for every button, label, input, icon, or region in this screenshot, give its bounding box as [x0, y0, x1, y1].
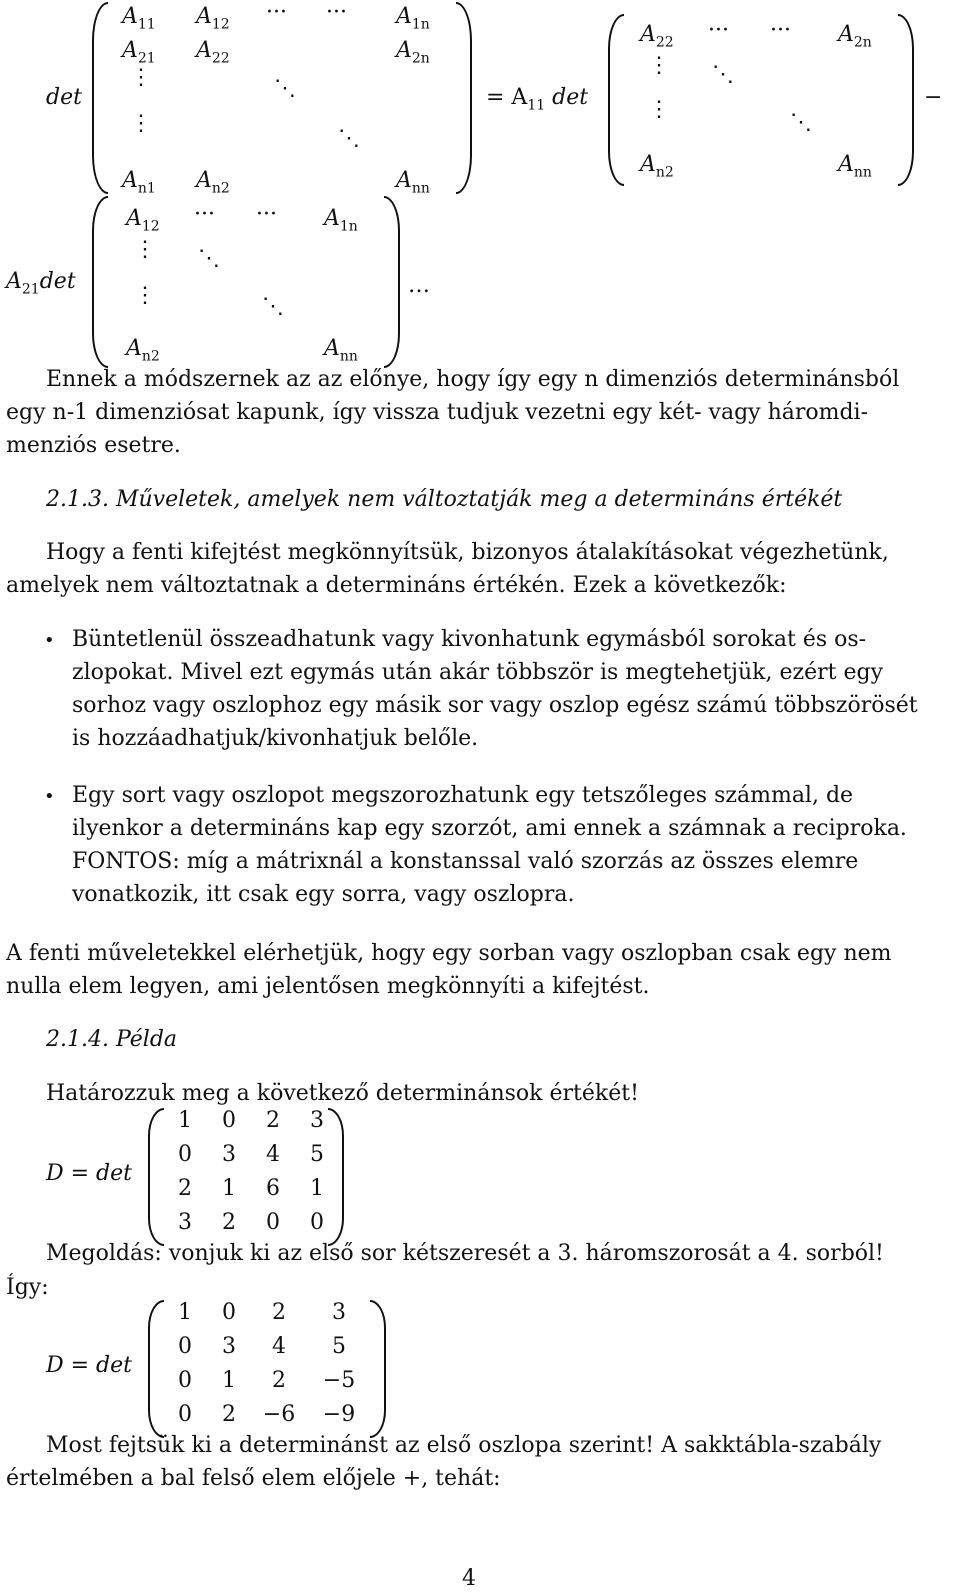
- matrix-a-cell: 2: [222, 1210, 236, 1235]
- matrix-b-cell: 4: [272, 1334, 286, 1359]
- matrix-a-cell: 0: [266, 1210, 280, 1235]
- matrix3-cell: $A_{12}$: [126, 206, 160, 235]
- matrix-a-cell: 2: [266, 1108, 280, 1133]
- matrix1-cell: $A_{n2}$: [196, 168, 230, 197]
- bullet1-line: sorhoz vagy oszlophoz egy másik sor vagy oszlop egész számú többszörösét: [72, 693, 918, 718]
- trailing-dots: …: [408, 273, 430, 298]
- d-label: D = det: [46, 1161, 133, 1186]
- matrix2-cdots: ···: [708, 18, 729, 43]
- para4-line: Most fejtsük ki a determinánst az első oszlopa szerint! A sakktábla-szabály: [46, 1433, 882, 1458]
- matrix-b-cell: 0: [222, 1300, 236, 1325]
- bullet2-line: vonatkozik, itt csak egy sorra, vagy oszlopra.: [72, 882, 575, 907]
- matrix2-cell: $A_{22}$: [640, 22, 674, 51]
- matrix1-cell: $A_{1n}$: [396, 4, 430, 33]
- bullet2-line: FONTOS: míg a mátrixnál a konstanssal való szorzás az összes elemre: [72, 849, 859, 874]
- matrix2-vdots: ⋮: [648, 53, 670, 78]
- second-term: $A_{21}\det$: [6, 269, 76, 298]
- matrix-a-cell: 6: [266, 1176, 280, 1201]
- matrix-b-cell: 1: [222, 1368, 236, 1393]
- matrix-a-cell: 3: [178, 1210, 192, 1235]
- matrix3-cdots: ···: [194, 202, 215, 227]
- matrix-b-cell: 0: [178, 1368, 192, 1393]
- matrix2-left-paren: [608, 14, 624, 186]
- matrix3-cdots: ···: [256, 202, 277, 227]
- matrix2-cell: $A_{n2}$: [640, 152, 674, 181]
- matrix1-cell: $A_{2n}$: [396, 38, 430, 67]
- bullet-marker: •: [44, 630, 55, 651]
- matrix2-cell: $A_{nn}$: [838, 152, 872, 181]
- matrix-a-cell: 1: [310, 1176, 324, 1201]
- matrix-a-cell: 3: [222, 1142, 236, 1167]
- para1-line: Ennek a módszernek az az előnye, hogy így egy n dimenziós determinánsból: [46, 367, 900, 392]
- matrix-a-cell: 0: [178, 1142, 192, 1167]
- matrix-b-cell: 3: [222, 1334, 236, 1359]
- para3-line: nulla elem legyen, ami jelentősen megkönnyíti a kifejtést.: [6, 974, 650, 999]
- solution-text: Megoldás: vonjuk ki az első sor kétszeresét a 3. háromszorosát a 4. sorból!: [46, 1241, 884, 1266]
- bullet2-line: ilyenkor a determináns kap egy szorzót, ami ennek a számnak a reciproka.: [72, 816, 907, 841]
- para4-line: értelmében a bal felső elem előjele +, tehát:: [6, 1466, 501, 1491]
- matrix-b-cell: −6: [262, 1402, 296, 1427]
- matrix1-cell: $A_{12}$: [196, 4, 230, 33]
- matrix-a-cell: 3: [310, 1108, 324, 1133]
- matrix-b-cell: 1: [178, 1300, 192, 1325]
- matrix3-vdots: ⋮: [134, 237, 156, 262]
- matrix1-vdots: ⋮: [130, 111, 152, 136]
- matrix-b-cell: 2: [272, 1368, 286, 1393]
- matrixB-right-paren: [370, 1300, 386, 1438]
- matrix-b-cell: −5: [322, 1368, 356, 1393]
- para2-line: amelyek nem változtatnak a determináns értékén. Ezek a következők:: [6, 573, 787, 598]
- matrix1-vdots: ⋮: [130, 65, 152, 90]
- example-heading: 2.1.4. Példa: [46, 1027, 178, 1052]
- det-label: det: [46, 85, 82, 110]
- matrix1-cell: $A_{n1}$: [122, 168, 156, 197]
- matrix3-ddots: ⋱: [198, 246, 220, 271]
- matrix1-cell: $A_{11}$: [122, 4, 156, 33]
- matrix-a-cell: 4: [266, 1142, 280, 1167]
- matrix-b-cell: −9: [322, 1402, 356, 1427]
- matrix3-left-paren: [92, 196, 108, 368]
- matrix3-cell: $A_{nn}$: [324, 336, 358, 365]
- d-label: D = det: [46, 1353, 133, 1378]
- section-heading: 2.1.3. Műveletek, amelyek nem változtatják meg a determináns értékét: [46, 487, 843, 512]
- matrix3-cell: $A_{1n}$: [324, 206, 358, 235]
- para1-line: egy n-1 dimenziósat kapunk, így vissza tudjuk vezetni egy két- vagy háromdi-: [6, 400, 869, 425]
- bullet1-line: is hozzáadhatjuk/kivonhatjuk belőle.: [72, 726, 479, 751]
- bullet2-line: Egy sort vagy oszlopot megszorozhatunk egy tetszőleges számmal, de: [72, 783, 854, 808]
- para2-line: Hogy a fenti kifejtést megkönnyítsük, bizonyos átalakításokat végezhetünk,: [46, 540, 889, 565]
- para1-line: menziós esetre.: [6, 433, 181, 458]
- matrix3-vdots: ⋮: [134, 283, 156, 308]
- matrix2-right-paren: [898, 14, 914, 186]
- matrix2-cdots: ···: [770, 18, 791, 43]
- matrix-a-cell: 0: [222, 1108, 236, 1133]
- igy-label: Így:: [6, 1275, 49, 1300]
- matrix-b-cell: 0: [178, 1334, 192, 1359]
- matrix-a-cell: 0: [310, 1210, 324, 1235]
- matrix1-left-paren: [92, 2, 108, 194]
- matrix2-ddots: ⋱: [712, 62, 734, 87]
- matrix1-ddots: ⋱: [338, 126, 360, 151]
- matrix1-cell: $A_{nn}$: [396, 168, 430, 197]
- bullet-marker: •: [44, 786, 55, 807]
- matrix-b-cell: 3: [332, 1300, 346, 1325]
- equals-term: = $A_{11}$ det: [486, 85, 589, 114]
- matrix2-cell: $A_{2n}$: [838, 22, 872, 51]
- matrix3-right-paren: [384, 196, 400, 368]
- matrixA-left-paren: [148, 1108, 164, 1246]
- bullet1-line: Büntetlenül összeadhatunk vagy kivonhatunk egymásból sorokat és os-: [72, 627, 867, 652]
- matrix1-ddots: ⋱: [274, 76, 296, 101]
- matrixB-left-paren: [148, 1300, 164, 1438]
- page-number: 4: [462, 1566, 476, 1591]
- bullet1-line: zlopokat. Mivel ezt egymás után akár többször is megtehetjük, ezért egy: [72, 660, 883, 685]
- matrix-b-cell: 5: [332, 1334, 346, 1359]
- matrix-a-cell: 5: [310, 1142, 324, 1167]
- matrix2-ddots: ⋱: [790, 110, 812, 135]
- matrix-a-cell: 1: [178, 1108, 192, 1133]
- para3-line: A fenti műveletekkel elérhetjük, hogy egy sorban vagy oszlopban csak egy nem: [6, 941, 892, 966]
- matrix3-ddots: ⋱: [262, 294, 284, 319]
- matrix3-cell: $A_{n2}$: [126, 336, 160, 365]
- matrix2-vdots: ⋮: [648, 97, 670, 122]
- matrix-a-cell: 1: [222, 1176, 236, 1201]
- matrix-a-cell: 2: [178, 1176, 192, 1201]
- matrix-b-cell: 2: [272, 1300, 286, 1325]
- matrix-b-cell: 0: [178, 1402, 192, 1427]
- matrix1-right-paren: [456, 2, 472, 194]
- matrix1-cdots: ···: [266, 0, 287, 25]
- matrix1-cell: $A_{22}$: [196, 38, 230, 67]
- matrix1-cell: $A_{21}$: [122, 38, 156, 67]
- minus-sign: −: [924, 85, 943, 110]
- matrix-b-cell: 2: [222, 1402, 236, 1427]
- matrix1-cdots: ···: [326, 0, 347, 25]
- task-text: Határozzuk meg a következő determinánsok értékét!: [46, 1081, 639, 1106]
